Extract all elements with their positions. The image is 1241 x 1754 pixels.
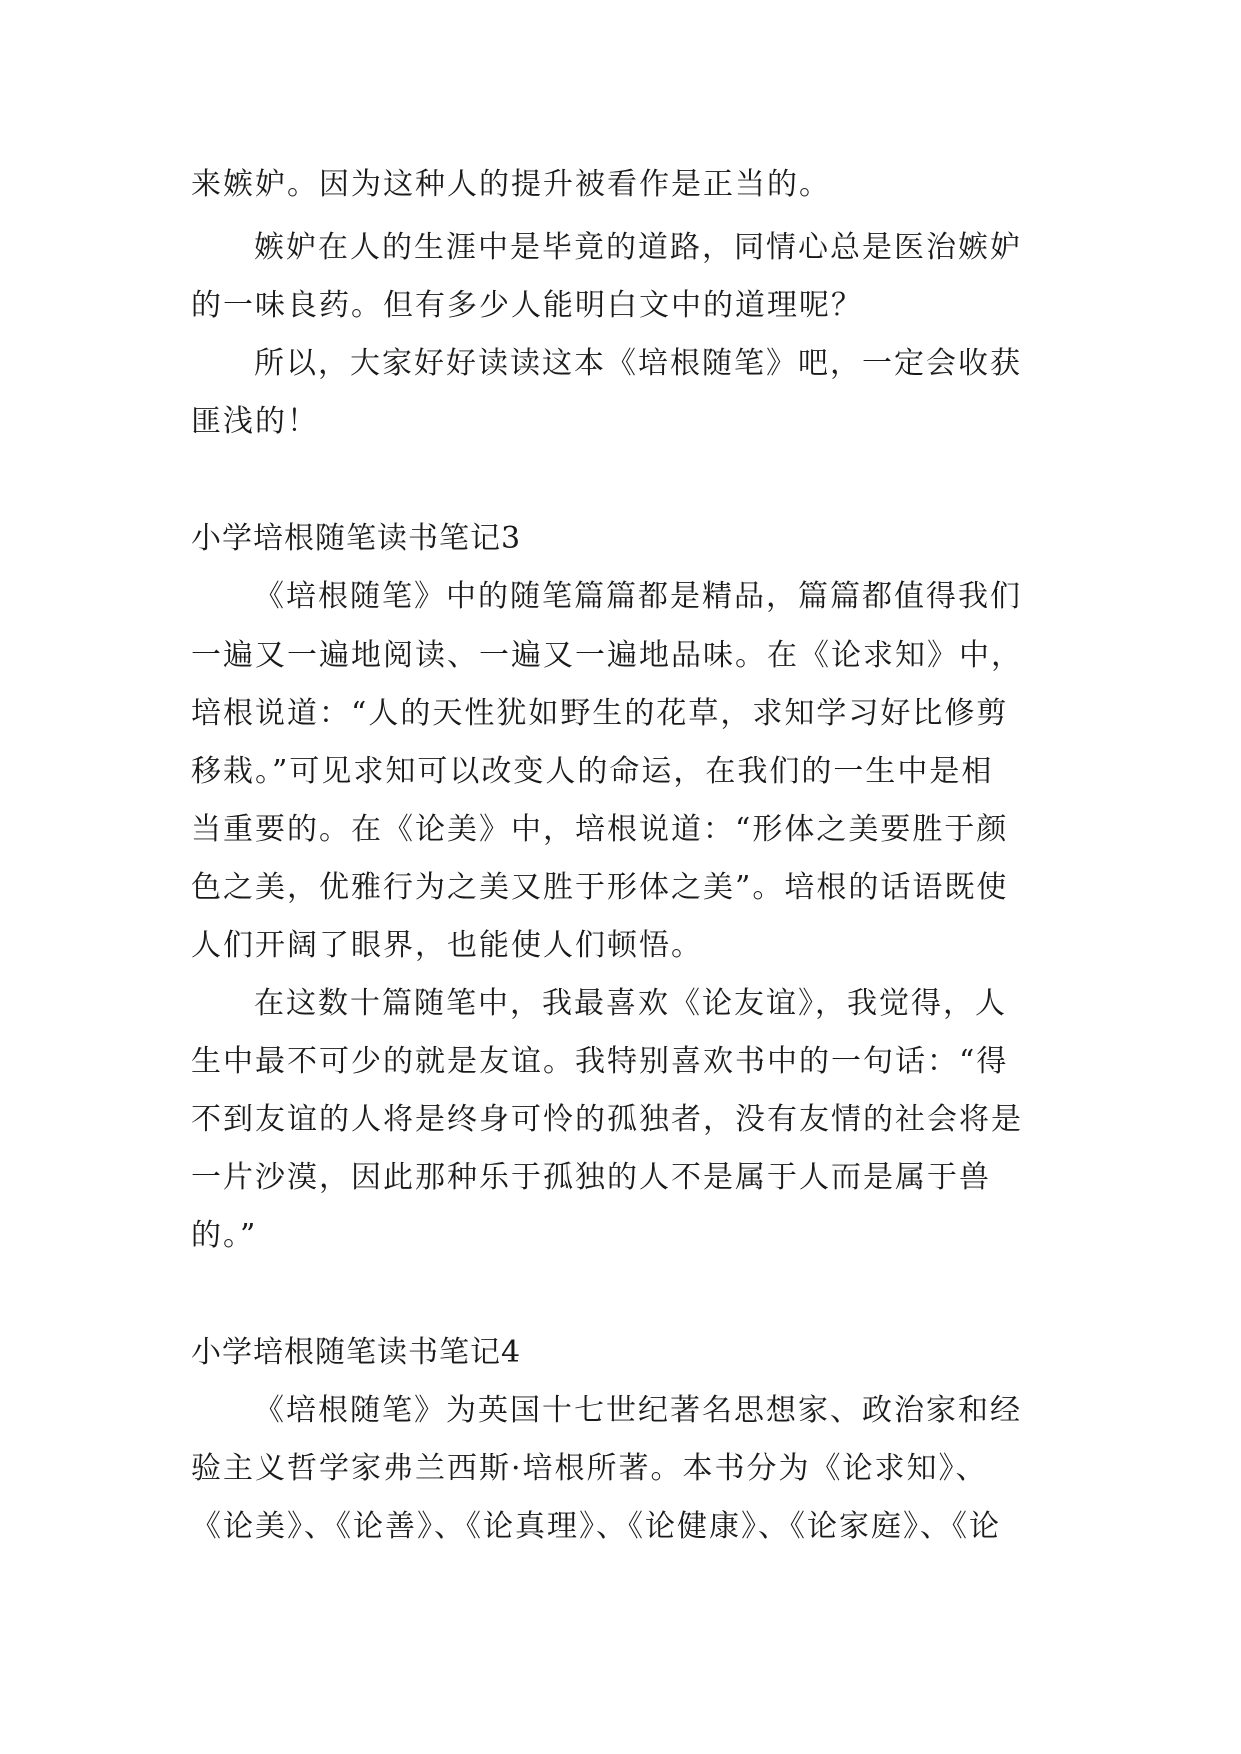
text-line: 在这数十篇随笔中，我最喜欢《论友谊》，我觉得，人 [254,986,1007,1021]
text-line: 不到友谊的人将是终身可怜的孤独者，没有友情的社会将是 [191,1102,1023,1137]
text-line: 验主义哲学家弗兰西斯·培根所著。本书分为《论求知》、 [191,1451,988,1486]
text-line: 来嫉妒。因为这种人的提升被看作是正当的。 [191,167,831,202]
text-line: 所以，大家好好读读这本《培根随笔》吧，一定会收获 [254,346,1022,381]
text-line: 当重要的。在《论美》中，培根说道：“形体之美要胜于颜 [191,812,1009,847]
text-line: 培根说道：“人的天性犹如野生的花草，求知学习好比修剪 [191,696,1009,731]
text-line: 生中最不可少的就是友谊。我特别喜欢书中的一句话：“得 [191,1044,1009,1079]
text-line: 《培根随笔》为英国十七世纪著名思想家、政治家和经 [254,1393,1022,1428]
text-line: 嫉妒在人的生涯中是毕竟的道路，同情心总是医治嫉妒 [254,230,1022,265]
text-line: 的。” [191,1218,258,1253]
text-line: 移栽。”可见求知可以改变人的命运，在我们的一生中是相 [191,754,994,789]
section-heading: 小学培根随笔读书笔记4 [191,1335,522,1370]
text-line: 色之美，优雅行为之美又胜于形体之美”。培根的话语既使 [191,870,1009,905]
text-line: 《培根随笔》中的随笔篇篇都是精品，篇篇都值得我们 [254,579,1022,614]
text-line: 匪浅的！ [191,404,319,439]
section-heading: 小学培根随笔读书笔记3 [191,521,522,556]
text-line: 的一味良药。但有多少人能明白文中的道理呢？ [191,288,863,323]
text-line: 一遍又一遍地阅读、一遍又一遍地品味。在《论求知》中， [191,638,1023,673]
text-line: 一片沙漠，因此那种乐于孤独的人不是属于人而是属于兽 [191,1160,991,1195]
text-line: 人们开阔了眼界，也能使人们顿悟。 [191,928,703,963]
text-line: 《论美》、《论善》、《论真理》、《论健康》、《论家庭》、《论 [191,1509,1001,1544]
